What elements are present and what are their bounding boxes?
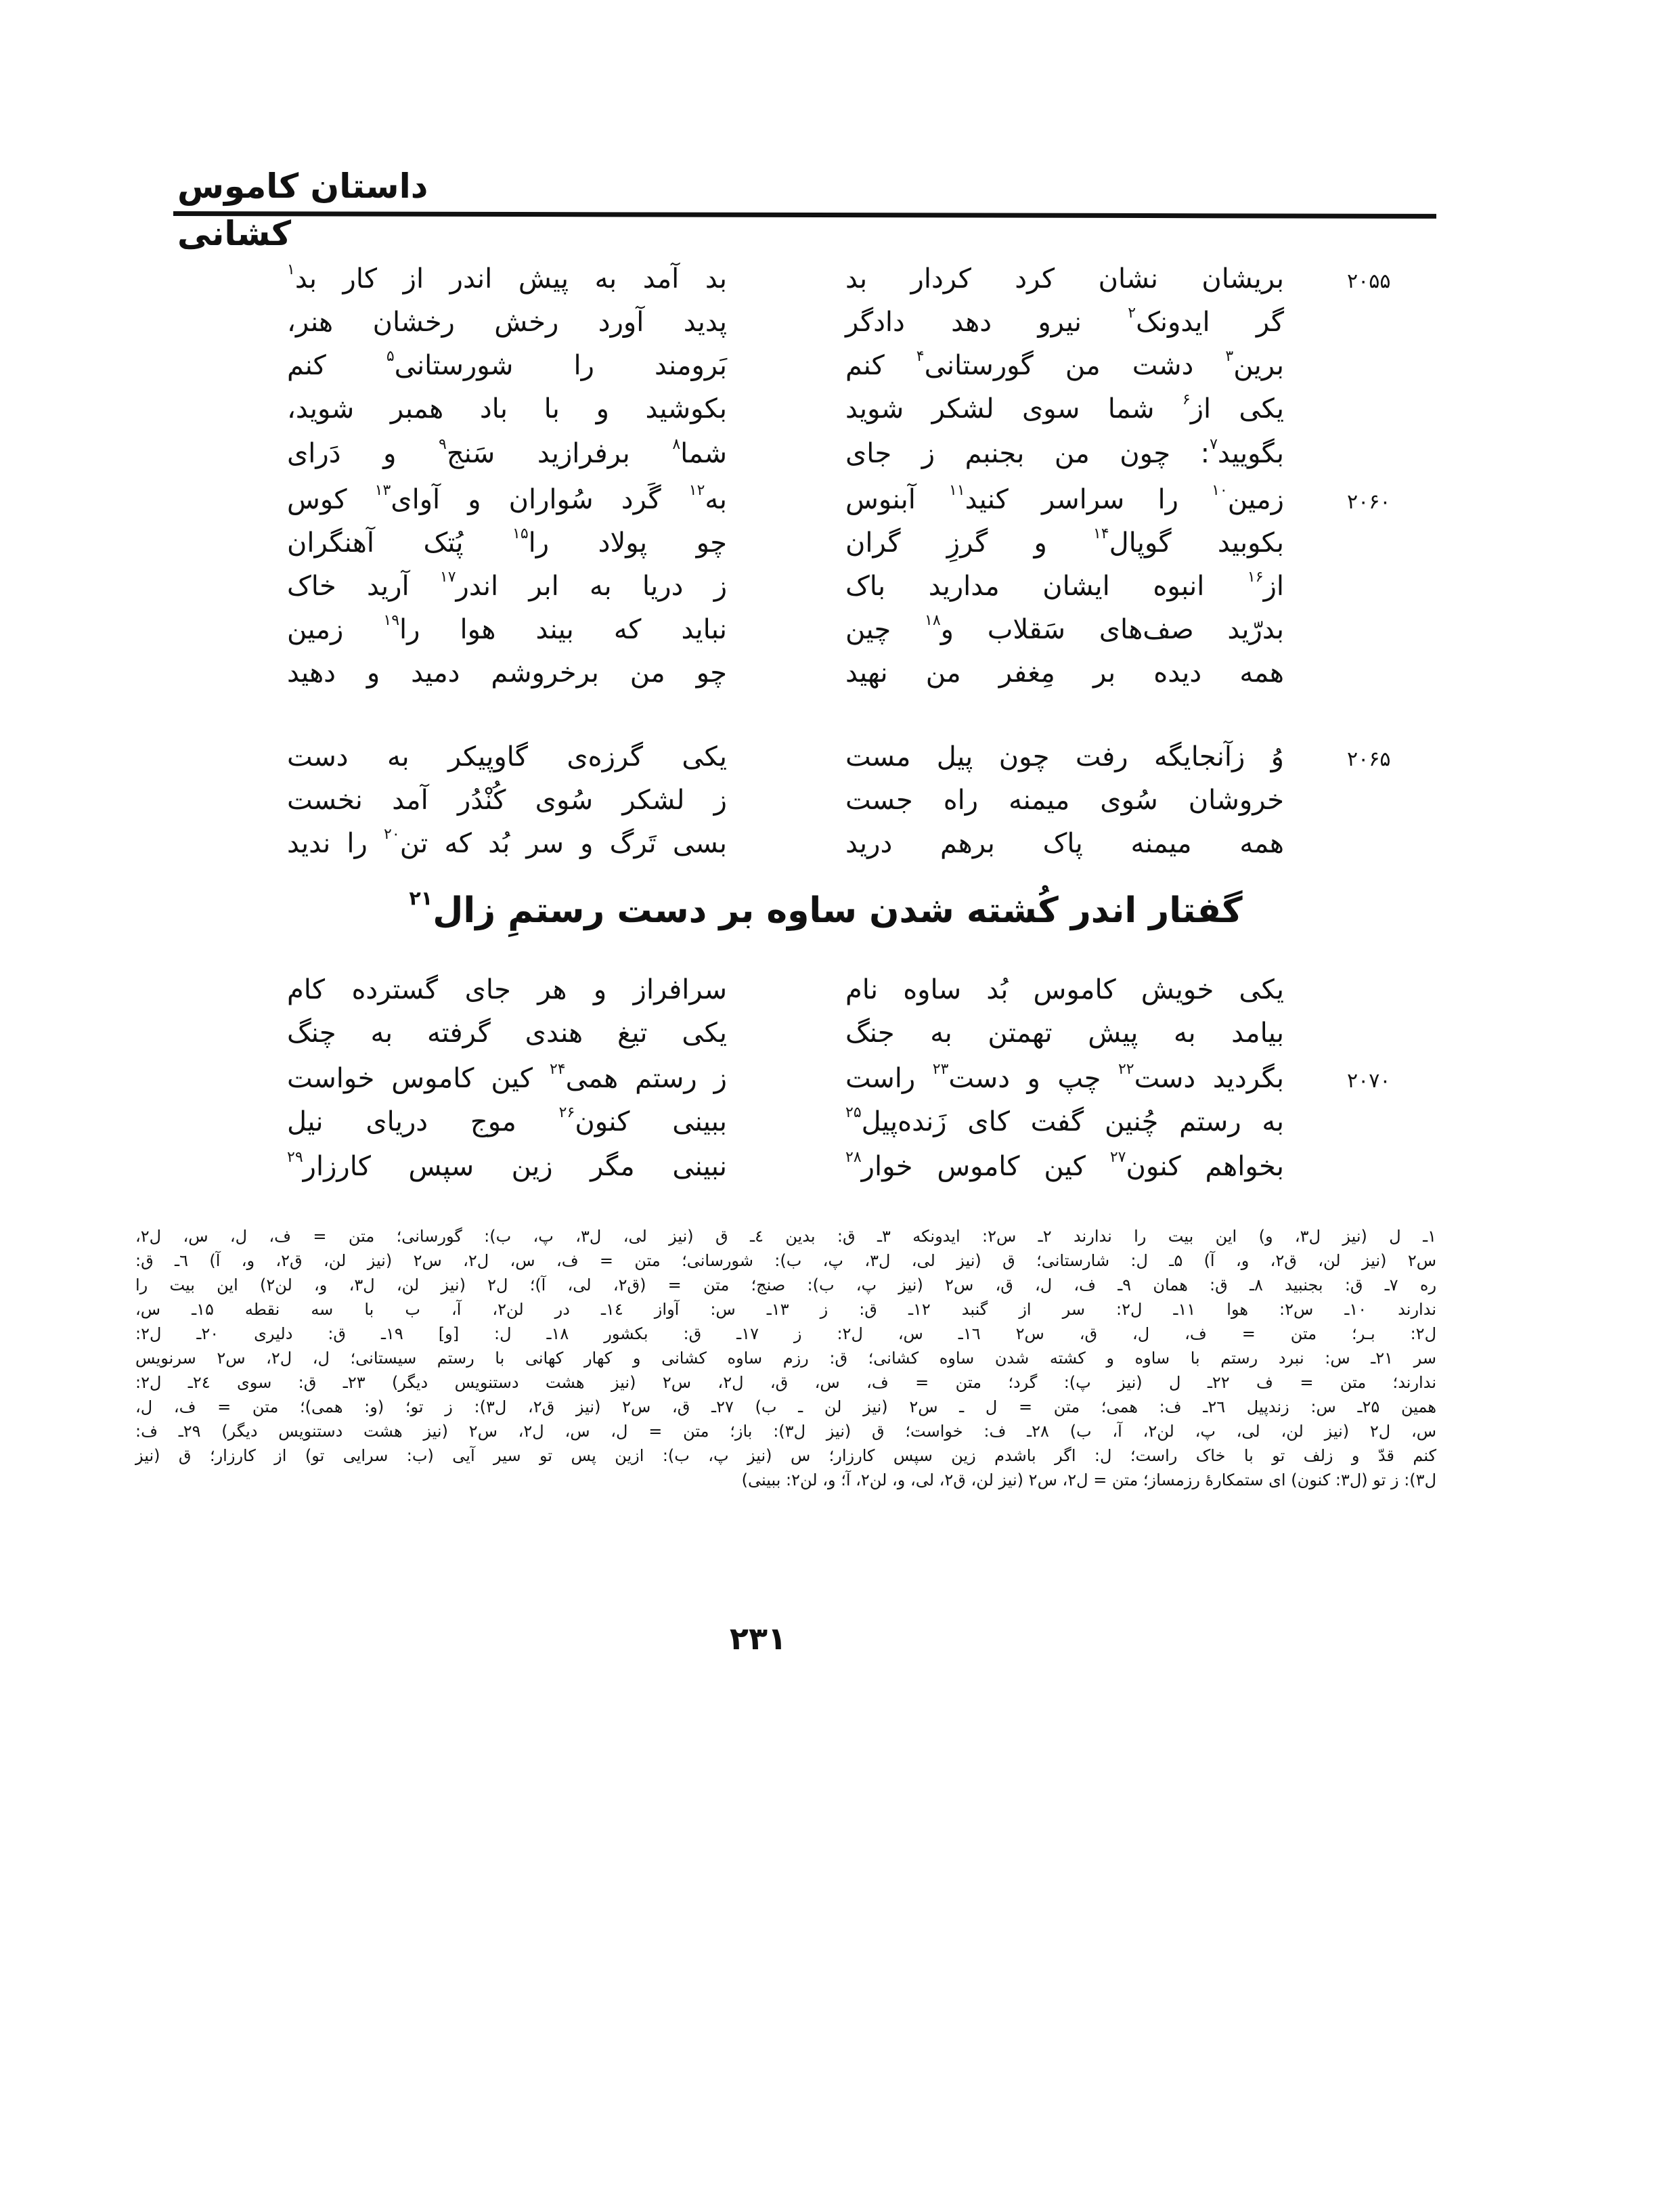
first-hemistich — [845, 735, 1284, 779]
footnote-marker: ۴ — [916, 348, 925, 366]
second-hemistich — [287, 968, 727, 1011]
left-text-cont: برفرازید سَنج — [446, 438, 673, 469]
left-text-cont: زمین — [287, 614, 384, 645]
footnote-marker: ۵ — [386, 348, 395, 366]
right-text-cont: چپ و دست — [948, 1063, 1118, 1094]
footnote-marker: ۱۰ — [1212, 482, 1228, 500]
first-hemistich — [845, 478, 1284, 521]
verse-number — [1347, 569, 1415, 609]
footnote-marker: ۸ — [672, 436, 681, 454]
left-text-cont: آرید خاک — [287, 571, 440, 602]
second-hemistich — [287, 257, 727, 301]
verse-number — [1347, 436, 1415, 477]
left-text-cont: پُتک آهنگران — [287, 527, 513, 559]
first-hemistich — [845, 1057, 1284, 1100]
second-hemistich — [287, 521, 727, 565]
right-text: بگردید دست — [1134, 1063, 1284, 1094]
right-text-cont: دشت من گورستانی — [924, 350, 1226, 381]
verse-row — [0, 565, 1680, 608]
footnote-marker: ۲۳ — [932, 1061, 949, 1079]
footnote-line: سر ۲۱ـ س: نبرد رستم با ساوه و کشته شدن ساوه کشانی؛ ق: رزم ساوه کشانی و کهار کهانی با رستم سیستانی؛ ل، ل۲، س۲ سرنویس — [135, 1349, 1437, 1368]
left-text: چو پولاد را — [528, 527, 728, 559]
verse-row — [0, 1057, 1680, 1100]
verse-row — [0, 1145, 1680, 1188]
footnote-line: ندارند ۱۰ـ س۲: هوا ۱۱ـ ل۲: سر از گنبد ۱۲ـ ق: ز ۱۳ـ س: آواز ۱٤ـ در لن۲، آ، ب با سه نقطه ۱۵ـ س، — [135, 1300, 1436, 1319]
first-hemistich — [845, 608, 1284, 651]
right-text-cont: نیرو دهد دادگر — [845, 307, 1128, 338]
first-hemistich — [845, 779, 1284, 822]
verse-row — [0, 651, 1680, 695]
footnote-line: س، ل۲ (نیز لن، لی، پ، لن۲، آ، ب) ۲۸ـ ف: خواست؛ ق (نیز ل۳): باز؛ متن = ل، س، ل۲، س۲ (نیز هشت دستنویس دیگر) ۲۹ـ ف: — [135, 1422, 1437, 1441]
first-hemistich — [845, 257, 1284, 301]
left-text-cont: کنم — [287, 350, 386, 381]
footnote-marker: ۱۲ — [688, 482, 705, 500]
right-text: بخواهم کنون — [1126, 1151, 1284, 1182]
footnote-marker: ۱۶ — [1247, 569, 1264, 586]
verse-number: ۲۰۶۵ — [1347, 747, 1391, 771]
verse-row — [0, 968, 1680, 1011]
left-text: یکی گرزه‌ی گاوپیکر به دست — [287, 741, 727, 772]
left-text: نباید که بیند هوا را — [399, 614, 728, 645]
left-text-cont: و دَرای — [287, 438, 439, 469]
footnote-marker: ۱۵ — [512, 525, 529, 543]
left-text: به — [705, 484, 727, 515]
second-hemistich — [287, 735, 727, 779]
footnote-marker: ۲۷ — [1109, 1149, 1126, 1167]
footnote-line: ره ۷ـ ق: بجنبید ۸ـ ق: همان ۹ـ ف، ل، ق، س۲ (نیز پ، ب): صنج؛ متن = (ق۲، لی، آ)؛ ل۲ (نیز لن، ل۳، و، لن۲) این بیت را — [135, 1276, 1437, 1294]
first-hemistich — [845, 387, 1284, 431]
footnote-marker: ۱۳ — [374, 482, 391, 500]
left-text: نبینی مگر زین سپس کارزار — [303, 1151, 727, 1182]
footnote-marker: ۳ — [1225, 348, 1234, 366]
verse-number — [1347, 1016, 1415, 1056]
verse-row — [0, 779, 1680, 822]
footnote-line: ل۲: بـر؛ متن = ف، ل، ق، س۲ ۱٦ـ س، ل۲: ز ۱۷ـ ق: بکشور ۱۸ـ ل: [و] ۱۹ـ ق: دلیری ۲۰ـ ل۲: — [135, 1324, 1436, 1343]
verse-number: ۲۰۵۵ — [1347, 269, 1391, 293]
second-hemistich — [287, 301, 727, 344]
right-text: بدرّید صف‌های سَقلاب و — [940, 614, 1284, 645]
second-hemistich — [287, 1057, 727, 1100]
right-text: بکوبید گوپال — [1109, 527, 1284, 559]
first-hemistich — [845, 432, 1284, 475]
verse-number — [1347, 305, 1415, 345]
left-text-cont: گَرد سُواران و آوای — [391, 484, 689, 515]
verse-number — [1347, 348, 1415, 389]
second-hemistich — [287, 344, 727, 387]
verse-number — [1347, 612, 1415, 653]
left-text-cont: کوس — [287, 484, 375, 515]
footnote-marker: ۲۲ — [1118, 1061, 1134, 1079]
footnote-marker: ۱۱ — [949, 482, 965, 500]
left-text-cont: کین کاموس خواست — [287, 1063, 550, 1094]
right-text-cont: انبوه ایشان مدارید باک — [845, 571, 1247, 602]
footnote-marker: ۱ — [287, 261, 295, 279]
verse-number — [1347, 1104, 1415, 1145]
left-text: شما — [680, 438, 727, 469]
second-hemistich — [287, 779, 727, 822]
second-hemistich — [287, 478, 727, 521]
verse-row — [0, 344, 1680, 387]
footnote-marker: ۱۸ — [925, 612, 941, 630]
footnote-marker: ۱۹ — [383, 612, 400, 630]
footnote-marker: ۱۴ — [1092, 525, 1109, 543]
footnote-line: کنم قدّ و زلف تو با خاک راست؛ ل: اگر باشدم زین سپس کارزار؛ س (نیز پ، ب): ازین پس تو سیر آیی (ب: سرایی تو) از کارزار؛ ق (نیز — [135, 1446, 1436, 1465]
verse-row — [0, 432, 1680, 475]
first-hemistich — [845, 301, 1284, 344]
footnote-line: ل۳): ز تو (ل۳: کنون) ای ستمکارهٔ رزمساز؛ متن = ل۲، س۲ (نیز لن، ق۲، لی، و، لن۲، آ؛ و، لن۲: ببینی) — [741, 1471, 1436, 1489]
left-text: ببینی کنون — [575, 1106, 727, 1137]
first-hemistich — [845, 521, 1284, 565]
right-text-cont: و گرزِ گران — [845, 527, 1093, 559]
running-head-title: داستان کاموس کشانی — [177, 167, 428, 253]
right-text: زمین — [1227, 484, 1284, 515]
footnote-marker: ۲۰ — [384, 826, 400, 844]
page-number: ۲۳۱ — [729, 1620, 787, 1657]
first-hemistich — [845, 1011, 1284, 1055]
second-hemistich — [287, 651, 727, 695]
verse-number — [1347, 783, 1415, 823]
second-hemistich — [287, 1145, 727, 1188]
right-text: همه دیده بر مِغفر من نهید — [845, 657, 1284, 689]
right-text: وُ زآنجایگه رفت چون پیل مست — [845, 741, 1284, 772]
first-hemistich — [845, 565, 1284, 608]
left-text: ز دریا به ابر اندر — [456, 571, 728, 602]
right-text: یکی خویش کاموس بُد ساوه نام — [845, 974, 1284, 1005]
section-heading — [406, 884, 1245, 938]
first-hemistich — [845, 651, 1284, 695]
right-text-cont: کین کاموس خوار — [861, 1151, 1110, 1182]
left-text: بد آمد به پیش اندر از کار بد — [294, 263, 727, 295]
right-text: همه میمنه پاک برهم درید — [845, 828, 1284, 859]
right-text-cont: شما سوی لشکر شوید — [845, 393, 1182, 424]
footnote-marker: ۲۶ — [558, 1104, 575, 1122]
verse-number: ۲۰۶۰ — [1347, 490, 1391, 514]
verse-row — [0, 257, 1680, 301]
verse-row — [0, 387, 1680, 431]
footnote-marker: ۹ — [439, 436, 447, 454]
left-text: پدید آورد رخش رخشان هنر، — [287, 307, 727, 338]
left-text: بسی تَرگ و سر بُد که تن — [399, 828, 727, 859]
verse-number — [1347, 1149, 1415, 1190]
verse-number — [1347, 525, 1415, 566]
section-heading-text: گفتار اندر کُشته شدن ساوه بر دست رستمِ زال — [433, 890, 1243, 931]
second-hemistich — [287, 822, 727, 865]
verse-row — [0, 478, 1680, 521]
footnote-marker: ۷ — [1210, 436, 1218, 454]
right-text: به رستم چُنین گفت کای زَنده‌پیل — [861, 1106, 1284, 1137]
footnote-marker: ۲۹ — [287, 1149, 303, 1167]
left-text: چو من برخروشم دمید و دهید — [287, 657, 727, 689]
second-hemistich — [287, 1100, 727, 1144]
verse-row — [0, 1100, 1680, 1144]
verse-row — [0, 735, 1680, 779]
second-hemistich — [287, 1011, 727, 1055]
verse-number — [1347, 655, 1415, 696]
right-text-cont: آبنوس — [845, 484, 949, 515]
right-text: گر ایدونک — [1136, 307, 1284, 338]
verse-number — [1347, 972, 1415, 1013]
first-hemistich — [845, 968, 1284, 1011]
right-text-cont: را سراسر کنید — [965, 484, 1212, 515]
verse-number: ۲۰۷۰ — [1347, 1069, 1391, 1093]
left-text: یکی تیغ هندی گرفته به چنگ — [287, 1018, 727, 1049]
footnote-marker: ۲۱ — [409, 886, 433, 910]
left-text: ز رستم همی — [565, 1063, 728, 1094]
footnotes-block — [135, 1224, 1436, 1492]
footnote-line: س۲ (نیز لن، ق۲، و، آ) ۵ـ ل: شارستانی؛ ق (نیز لی، ل۳، پ، ب): شورسانی؛ متن = ف، س، ل۲، س۲ (نیز لن، ق۲، و، آ) ٦ـ ق: — [135, 1251, 1436, 1270]
left-text: سرافراز و هر جای گسترده کام — [287, 974, 727, 1005]
left-text-cont: را ندید — [287, 828, 384, 859]
right-text-cont: چین — [845, 614, 925, 645]
right-text-cont: کنم — [845, 350, 916, 381]
first-hemistich — [845, 1145, 1284, 1188]
right-text: بریشان نشان کرد کردار بد — [845, 263, 1284, 295]
verse-row — [0, 608, 1680, 651]
verse-number — [1347, 391, 1415, 432]
footnote-marker: ۲۵ — [845, 1104, 862, 1122]
right-text: بگویید — [1217, 438, 1284, 469]
footnote-marker: ۱۷ — [439, 569, 456, 586]
header-rule — [173, 211, 1436, 219]
verse-row — [0, 301, 1680, 344]
left-text: ز لشکر سُوی کُنْدُر آمد نخست — [287, 785, 727, 816]
second-hemistich — [287, 565, 727, 608]
footnote-marker: ۶ — [1182, 391, 1191, 409]
footnote-line: همین ۲۵ـ س: زندپیل ۲٦ـ ف: همی؛ متن = ل ـ س۲ (نیز لن ـ ب) ۲۷ـ ق، س۲ (نیز ق۲، ل۳): ز تو؛ (و: همی)؛ متن = ف، ل، — [135, 1397, 1437, 1416]
first-hemistich — [845, 344, 1284, 387]
second-hemistich — [287, 608, 727, 651]
right-text: از — [1263, 571, 1284, 602]
right-text: خروشان سُوی میمنه راه جست — [845, 785, 1284, 816]
first-hemistich — [845, 822, 1284, 865]
verse-row — [0, 822, 1680, 865]
footnote-marker: ۲۴ — [549, 1061, 566, 1079]
verse-row — [0, 521, 1680, 565]
left-text-cont: موج دریای نیل — [287, 1106, 559, 1137]
second-hemistich — [287, 432, 727, 475]
second-hemistich — [287, 387, 727, 431]
left-text: بکوشید و با باد همبر شوید، — [287, 393, 727, 424]
right-text: یکی از — [1190, 393, 1284, 424]
right-text: برین — [1233, 350, 1284, 381]
right-text-cont: راست — [845, 1063, 933, 1094]
first-hemistich — [845, 1100, 1284, 1144]
left-text: بَرومند را شورستانی — [394, 350, 727, 381]
right-text-cont: : چون من بجنبم ز جای — [845, 438, 1210, 469]
footnote-line: ندارند؛ متن = ف ۲۲ـ ل (نیز پ): گرد؛ متن = ف، س، ق، ل۲، س۲ (نیز هشت دستنویس دیگر) ۲۳ـ ق: سوی ۲٤ـ ل۲: — [135, 1373, 1437, 1392]
footnote-marker: ۲۸ — [845, 1149, 862, 1167]
footnote-line: ۱ـ ل (نیز ل۳، و) این بیت را ندارند ۲ـ س۲: ایدونکه ۳ـ ق: بدین ٤ـ ق (نیز لی، ل۳، پ، ب): گورسانی؛ متن = ف، ل، س، ل۲، — [135, 1227, 1436, 1246]
footnote-marker: ۲ — [1128, 305, 1136, 322]
verse-number — [1347, 826, 1415, 867]
verse-row — [0, 1011, 1680, 1055]
right-text: بیامد به پیش تهمتن به جنگ — [845, 1018, 1284, 1049]
